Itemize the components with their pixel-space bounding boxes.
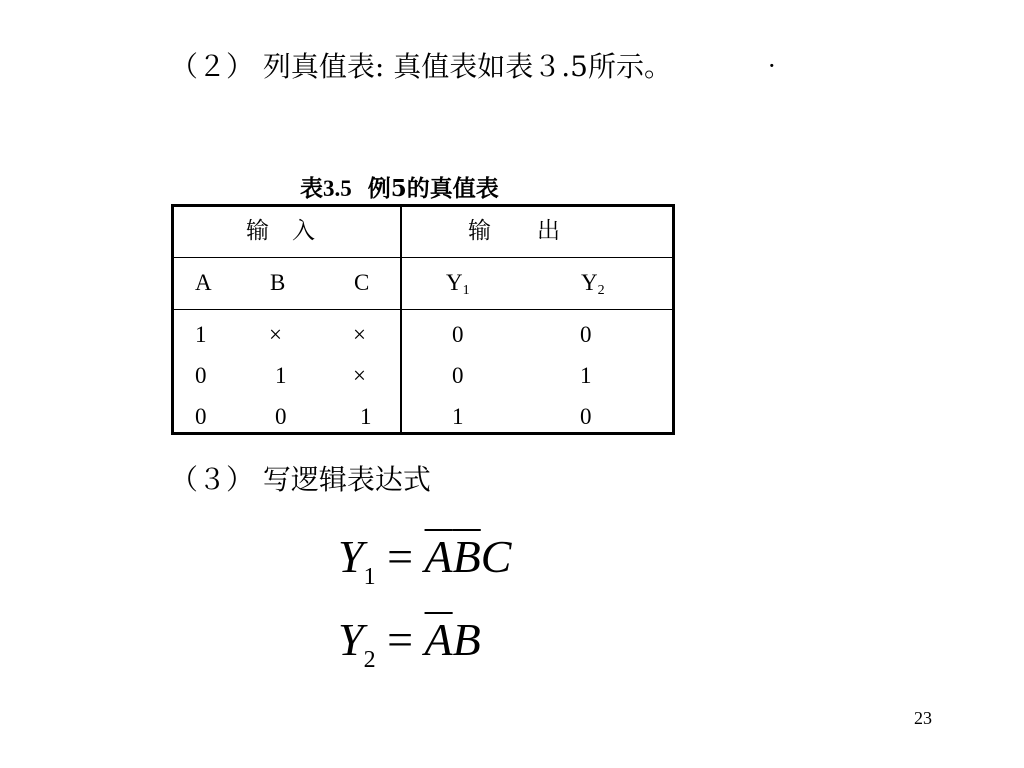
table-cell: 1	[360, 404, 372, 429]
table-cell: 0	[195, 363, 207, 388]
input-header: 输 入	[246, 218, 315, 244]
table-cell: ×	[353, 363, 366, 388]
output-header: 输 出	[468, 218, 560, 244]
table-cell: 0	[580, 322, 592, 347]
caption-prefix: 表	[300, 175, 323, 202]
table-cell: 0	[275, 404, 287, 429]
table-caption	[300, 170, 499, 203]
column-y2: $Y_2$	[581, 270, 605, 298]
table-cell: 1	[580, 363, 592, 388]
table-cell: 0	[452, 363, 464, 388]
caption-title: 例5的真值表	[367, 175, 499, 202]
caption-number: 3.5	[323, 176, 352, 201]
equation-y1: $Y_1 = \overline{A}\overline{B}C$	[338, 531, 512, 590]
table-divider-header	[174, 257, 672, 258]
column-y1: $Y_1$	[446, 270, 470, 298]
truth-table	[171, 204, 675, 435]
bullet-dot: ·	[768, 52, 776, 80]
table-cell: ×	[353, 322, 366, 347]
column-b: B	[270, 270, 286, 295]
step-2-text: （２） 列真值表: 真值表如表３.5所示。	[170, 50, 672, 83]
equation-y2: $Y_2 = \overline{A}B$	[338, 614, 481, 673]
table-cell: 1	[195, 322, 207, 347]
column-a: A	[195, 270, 212, 295]
table-cell: 0	[580, 404, 592, 429]
table-divider-vertical	[400, 207, 402, 432]
table-divider-columns	[174, 309, 672, 310]
page-number: 23	[914, 708, 932, 728]
step-3-text: （３） 写逻辑表达式	[170, 463, 431, 496]
table-cell: 0	[452, 322, 464, 347]
table-cell: 1	[452, 404, 464, 429]
table-cell: ×	[269, 322, 282, 347]
table-cell: 0	[195, 404, 207, 429]
column-c: C	[354, 270, 370, 295]
table-cell: 1	[275, 363, 287, 388]
